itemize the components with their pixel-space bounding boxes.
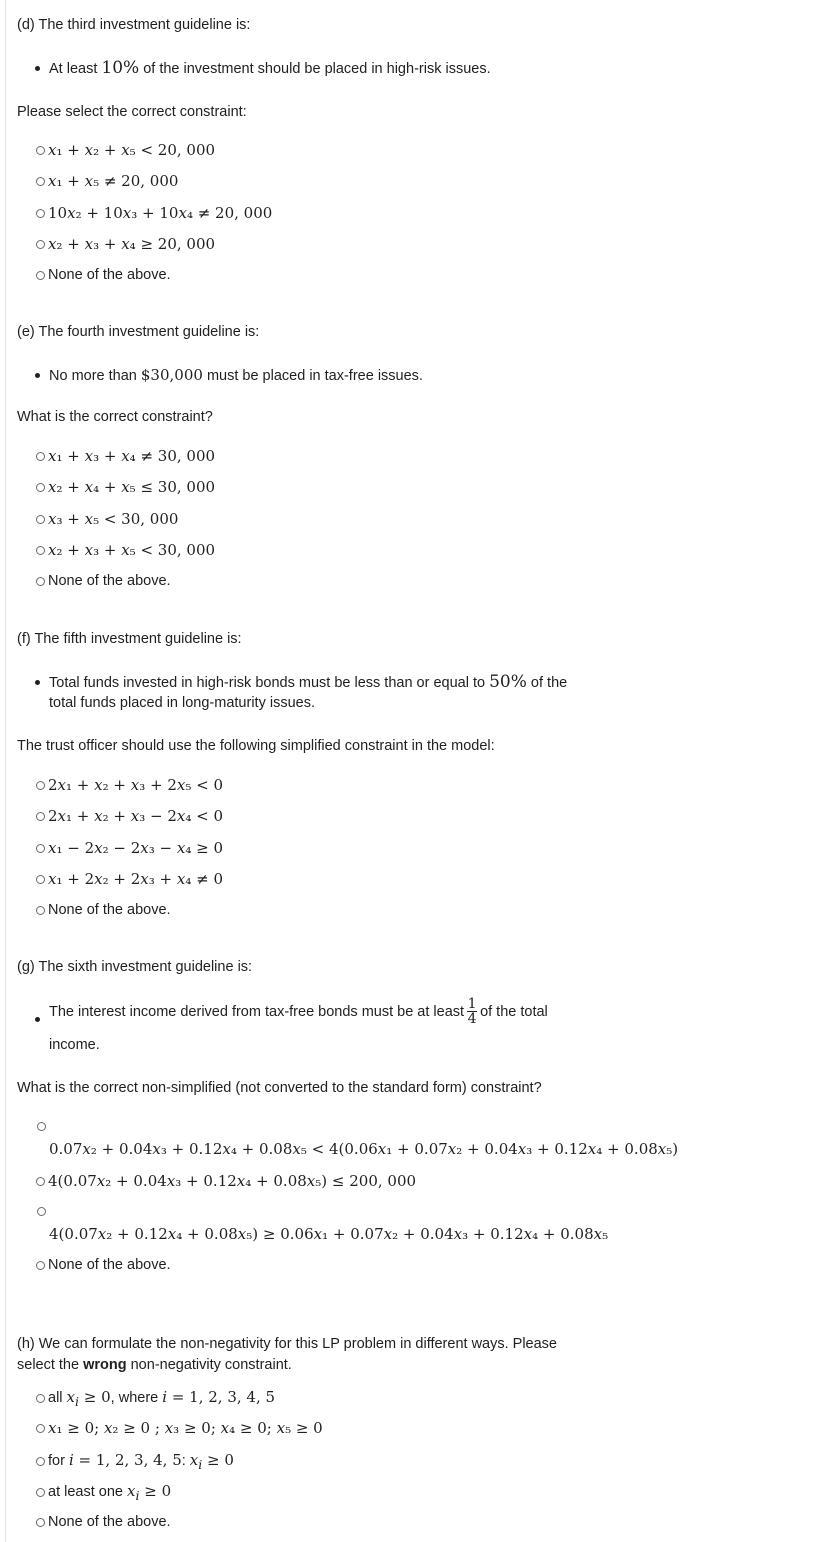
question-g-guideline-line2: income.	[49, 1037, 100, 1053]
option-d-2-label: x₁ + x₅ ≠ 20, 000	[48, 172, 179, 190]
radio-icon[interactable]	[36, 906, 45, 915]
question-d-heading: (d) The third investment guideline is:	[17, 17, 251, 33]
question-e-guideline: No more than $30,000 must be placed in tax-free issues.	[49, 366, 423, 384]
radio-icon[interactable]	[36, 1261, 45, 1270]
option-e-5[interactable]	[36, 573, 171, 589]
radio-icon[interactable]	[36, 1518, 45, 1527]
option-f-2-label: 2x₁ + x₂ + x₃ − 2x₄ < 0	[48, 807, 224, 825]
option-f-3[interactable]	[36, 839, 223, 857]
question-f-guideline: Total funds invested in high-risk bonds must be less than or equal to 50% of the	[49, 672, 568, 692]
radio-icon[interactable]	[36, 515, 45, 524]
option-h-2[interactable]	[36, 1419, 323, 1437]
question-d-prompt: Please select the correct constraint:	[17, 104, 247, 120]
radio-icon[interactable]	[36, 781, 45, 790]
radio-icon[interactable]	[36, 1177, 45, 1186]
question-e-prompt: What is the correct constraint?	[17, 409, 213, 425]
radio-icon[interactable]	[36, 812, 45, 821]
bullet-icon	[35, 66, 40, 71]
bullet-icon	[35, 680, 40, 685]
radio-icon[interactable]	[36, 1488, 45, 1497]
option-e-5-label: None of the above.	[48, 573, 171, 589]
radio-icon[interactable]	[36, 146, 45, 155]
radio-icon[interactable]	[36, 577, 45, 586]
radio-icon[interactable]	[36, 546, 45, 555]
radio-icon[interactable]	[36, 209, 45, 218]
question-d-guideline: At least 10% of the investment should be placed in high-risk issues.	[49, 58, 491, 78]
question-h-heading-line2: select the wrong non-negativity constraint.	[17, 1357, 292, 1373]
quiz-page	[5, 0, 813, 1542]
option-h-3[interactable]	[36, 1451, 234, 1472]
option-g-3-radio[interactable]	[37, 1207, 46, 1216]
option-d-3-label: 10x₂ + 10x₃ + 10x₄ ≠ 20, 000	[48, 204, 273, 222]
radio-icon[interactable]	[36, 240, 45, 249]
option-h-1[interactable]	[36, 1388, 275, 1409]
option-e-1-label: x₁ + x₃ + x₄ ≠ 30, 000	[48, 447, 216, 465]
option-f-4[interactable]	[36, 870, 223, 888]
bullet-icon	[35, 373, 40, 378]
radio-icon[interactable]	[36, 1424, 45, 1433]
question-f-prompt: The trust officer should use the following simplified constraint in the model:	[17, 738, 495, 754]
option-d-3[interactable]	[36, 204, 272, 222]
option-f-5[interactable]	[36, 902, 171, 918]
radio-icon[interactable]	[36, 844, 45, 853]
question-e-heading: (e) The fourth investment guideline is:	[17, 324, 260, 340]
radio-icon[interactable]	[36, 271, 45, 280]
option-e-2[interactable]	[36, 478, 215, 496]
option-h-5-label: None of the above.	[48, 1514, 171, 1530]
option-g-1-label[interactable]: 0.07x₂ + 0.04x₃ + 0.12x₄ + 0.08x₅ < 4(0.06x₁ + 0.07x₂ + 0.04x₃ + 0.12x₄ + 0.08x₅)	[49, 1140, 679, 1158]
option-h-4[interactable]	[36, 1482, 171, 1503]
question-g-guideline: The interest income derived from tax-free bonds must be at least $\frac{1}{4}$ of the total	[49, 996, 548, 1027]
option-d-1-label: x₁ + x₂ + x₅ < 20, 000	[48, 141, 216, 159]
option-f-4-label: x₁ + 2x₂ + 2x₃ + x₄ ≠ 0	[48, 870, 224, 888]
option-e-3[interactable]	[36, 510, 178, 528]
option-d-4-label: x₂ + x₃ + x₄ ≥ 20, 000	[48, 235, 216, 253]
option-e-4-label: x₂ + x₃ + x₅ < 30, 000	[48, 541, 216, 559]
option-e-4[interactable]	[36, 541, 215, 559]
option-g-4[interactable]	[36, 1257, 171, 1273]
option-e-1[interactable]	[36, 447, 215, 465]
option-d-5-label: None of the above.	[48, 267, 171, 283]
radio-icon[interactable]	[36, 483, 45, 492]
option-e-3-label: x₃ + x₅ < 30, 000	[48, 510, 179, 528]
option-h-5[interactable]	[36, 1514, 171, 1530]
option-d-4[interactable]	[36, 235, 215, 253]
option-e-2-label: x₂ + x₄ + x₅ ≤ 30, 000	[48, 478, 216, 496]
option-f-1[interactable]	[36, 776, 223, 794]
radio-icon[interactable]	[36, 1394, 45, 1403]
question-f-heading: (f) The fifth investment guideline is:	[17, 631, 242, 647]
question-g-prompt: What is the correct non-simplified (not converted to the standard form) constraint?	[17, 1080, 542, 1096]
option-f-2[interactable]	[36, 807, 223, 825]
option-h-3-label: for i = 1, 2, 3, 4, 5: $x_i \ge 0$	[48, 1451, 234, 1472]
option-f-1-label: 2x₁ + x₂ + x₃ + 2x₅ < 0	[48, 776, 224, 794]
option-g-1-radio[interactable]	[37, 1122, 46, 1131]
radio-icon[interactable]	[36, 1457, 45, 1466]
radio-icon[interactable]	[36, 177, 45, 186]
radio-icon[interactable]	[36, 452, 45, 461]
bullet-icon	[35, 1017, 40, 1022]
option-d-5[interactable]	[36, 267, 171, 283]
option-f-3-label: x₁ − 2x₂ − 2x₃ − x₄ ≥ 0	[48, 839, 224, 857]
option-g-2-label: 4(0.07x₂ + 0.04x₃ + 0.12x₄ + 0.08x₅) ≤ 200, 000	[48, 1172, 417, 1190]
option-d-2[interactable]	[36, 172, 178, 190]
option-h-4-label: at least one $x_i \ge 0$	[48, 1482, 172, 1503]
question-f-guideline-line2: total funds placed in long-maturity issues.	[49, 695, 315, 711]
option-g-4-label: None of the above.	[48, 1257, 171, 1273]
question-g-heading: (g) The sixth investment guideline is:	[17, 959, 253, 975]
option-g-2[interactable]	[36, 1172, 416, 1190]
option-f-5-label: None of the above.	[48, 902, 171, 918]
option-h-1-label: all $x_i \ge 0$, where i = 1, 2, 3, 4, 5	[48, 1388, 276, 1409]
option-g-3-label[interactable]: 4(0.07x₂ + 0.12x₄ + 0.08x₅) ≥ 0.06x₁ + 0.07x₂ + 0.04x₃ + 0.12x₄ + 0.08x₅	[49, 1225, 609, 1243]
option-d-1[interactable]	[36, 141, 215, 159]
fraction: $\frac{1}{4}$	[467, 996, 477, 1027]
radio-icon[interactable]	[36, 875, 45, 884]
option-h-2-label: x₁ ≥ 0; x₂ ≥ 0 ; x₃ ≥ 0; x₄ ≥ 0; x₅ ≥ 0	[48, 1419, 323, 1437]
question-h-heading: (h) We can formulate the non-negativity for this LP problem in different ways. Please	[17, 1336, 557, 1352]
